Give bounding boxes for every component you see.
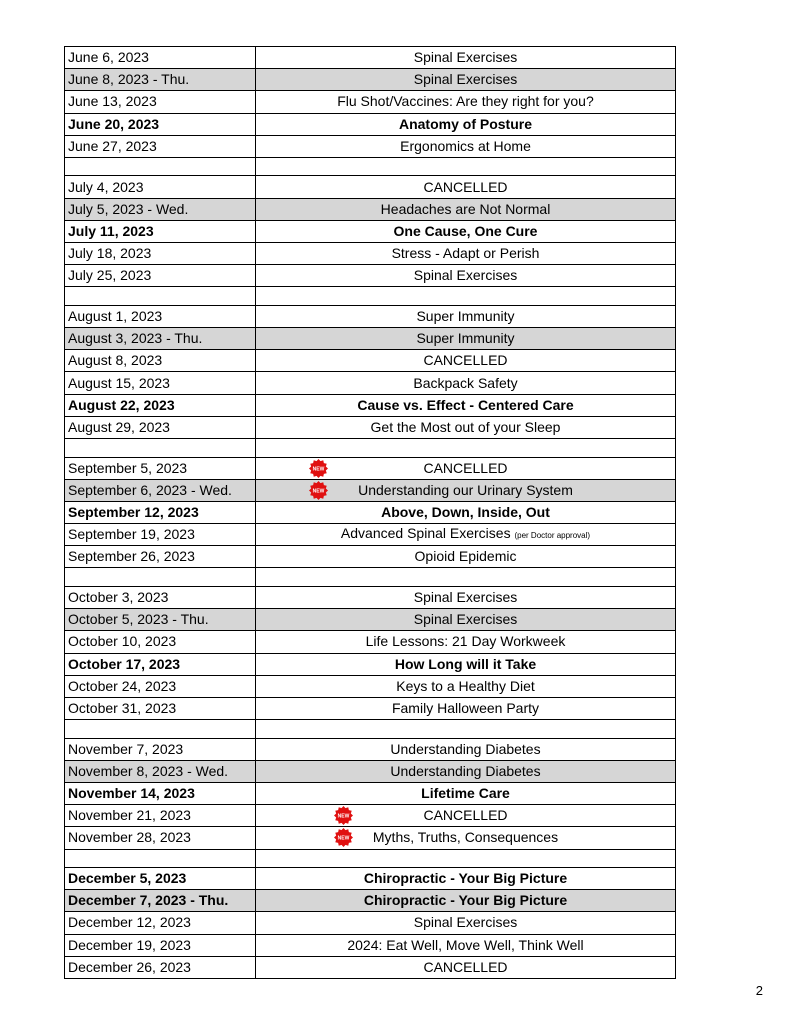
empty-date-cell <box>65 720 256 739</box>
date-cell: June 8, 2023 - Thu. <box>65 69 256 91</box>
topic-text: Understanding Diabetes <box>390 740 541 757</box>
empty-date-cell <box>65 287 256 306</box>
topic-cell <box>256 372 676 394</box>
topic-text: One Cause, One Cure <box>393 222 538 239</box>
schedule-row <box>65 912 676 934</box>
schedule-row <box>65 265 676 287</box>
date-cell: September 26, 2023 <box>65 546 256 568</box>
spacer-row <box>65 157 676 176</box>
topic-text: Understanding Diabetes <box>390 762 541 779</box>
date-cell: October 10, 2023 <box>65 631 256 653</box>
schedule-row <box>65 934 676 956</box>
topic-text: Opioid Epidemic <box>414 548 517 565</box>
empty-date-cell <box>65 439 256 458</box>
topic-cell <box>256 827 676 849</box>
date-cell: November 28, 2023 <box>65 827 256 849</box>
schedule-body <box>65 47 676 979</box>
topic-cell <box>256 220 676 242</box>
empty-topic-cell <box>256 287 676 306</box>
topic-cell <box>256 697 676 719</box>
schedule-row <box>65 546 676 568</box>
topic-cell <box>256 198 676 220</box>
schedule-row <box>65 47 676 69</box>
topic-text: Flu Shot/Vaccines: Are they right for you? <box>337 93 594 110</box>
schedule-row <box>65 372 676 394</box>
date-cell: August 3, 2023 - Thu. <box>65 328 256 350</box>
topic-cell <box>256 176 676 198</box>
topic-cell <box>256 653 676 675</box>
spacer-row <box>65 287 676 306</box>
topic-cell <box>256 631 676 653</box>
date-cell: September 12, 2023 <box>65 501 256 523</box>
schedule-table <box>64 46 676 979</box>
topic-text: CANCELLED <box>423 807 508 824</box>
date-cell: November 14, 2023 <box>65 782 256 804</box>
topic-cell <box>256 546 676 568</box>
schedule-row <box>65 631 676 653</box>
topic-text: Get the Most out of your Sleep <box>370 418 561 435</box>
topic-text: Cause vs. Effect - Centered Care <box>357 396 574 413</box>
schedule-row <box>65 135 676 157</box>
topic-text: Super Immunity <box>416 307 515 324</box>
topic-cell <box>256 305 676 327</box>
topic-cell <box>256 524 676 546</box>
topic-cell <box>256 416 676 438</box>
topic-text: Super Immunity <box>416 330 515 347</box>
topic-text: Spinal Exercises <box>413 914 518 931</box>
schedule-row <box>65 220 676 242</box>
date-cell: October 17, 2023 <box>65 653 256 675</box>
date-cell: November 8, 2023 - Wed. <box>65 760 256 782</box>
date-cell: December 19, 2023 <box>65 934 256 956</box>
spacer-row <box>65 568 676 587</box>
date-cell: July 25, 2023 <box>65 265 256 287</box>
spacer-row <box>65 439 676 458</box>
empty-date-cell <box>65 849 256 868</box>
topic-cell <box>256 69 676 91</box>
topic-text: Myths, Truths, Consequences <box>372 829 559 846</box>
topic-cell <box>256 265 676 287</box>
schedule-row <box>65 394 676 416</box>
date-cell: October 3, 2023 <box>65 586 256 608</box>
topic-cell <box>256 782 676 804</box>
topic-text: Ergonomics at Home <box>400 137 531 154</box>
schedule-row <box>65 738 676 760</box>
new-badge-icon <box>309 481 328 500</box>
topic-cell <box>256 934 676 956</box>
topic-text: Chiropractic - Your Big Picture <box>363 892 568 909</box>
date-cell: September 5, 2023 <box>65 457 256 479</box>
spacer-row <box>65 720 676 739</box>
topic-cell <box>256 738 676 760</box>
topic-note: (per Doctor approval) <box>514 531 591 541</box>
date-cell: October 5, 2023 - Thu. <box>65 609 256 631</box>
schedule-row <box>65 198 676 220</box>
topic-cell <box>256 350 676 372</box>
empty-topic-cell <box>256 568 676 587</box>
topic-cell <box>256 479 676 501</box>
schedule-row <box>65 805 676 827</box>
topic-cell <box>256 675 676 697</box>
topic-text: Advanced Spinal Exercises <box>340 525 511 542</box>
date-cell: December 7, 2023 - Thu. <box>65 890 256 912</box>
schedule-row <box>65 868 676 890</box>
topic-cell <box>256 113 676 135</box>
topic-cell <box>256 805 676 827</box>
topic-text: Spinal Exercises <box>413 611 518 628</box>
topic-cell <box>256 135 676 157</box>
topic-cell <box>256 243 676 265</box>
topic-cell <box>256 956 676 978</box>
topic-cell <box>256 501 676 523</box>
date-cell: November 7, 2023 <box>65 738 256 760</box>
schedule-row <box>65 956 676 978</box>
page-number: 2 <box>755 983 763 998</box>
topic-text: Understanding our Urinary System <box>358 481 573 498</box>
schedule-row <box>65 69 676 91</box>
schedule-row <box>65 328 676 350</box>
schedule-row <box>65 890 676 912</box>
topic-cell <box>256 912 676 934</box>
schedule-row <box>65 416 676 438</box>
date-cell: December 26, 2023 <box>65 956 256 978</box>
date-cell: August 15, 2023 <box>65 372 256 394</box>
new-badge-icon <box>334 828 353 847</box>
topic-text: CANCELLED <box>423 459 508 476</box>
topic-text: CANCELLED <box>423 352 508 369</box>
date-cell: July 18, 2023 <box>65 243 256 265</box>
date-cell: August 1, 2023 <box>65 305 256 327</box>
topic-cell <box>256 586 676 608</box>
date-cell: August 8, 2023 <box>65 350 256 372</box>
schedule-row <box>65 457 676 479</box>
topic-cell <box>256 394 676 416</box>
date-cell: August 29, 2023 <box>65 416 256 438</box>
date-cell: December 5, 2023 <box>65 868 256 890</box>
topic-cell <box>256 868 676 890</box>
new-badge-label: NEW <box>337 835 350 842</box>
schedule-row <box>65 697 676 719</box>
schedule-row <box>65 653 676 675</box>
date-cell: June 6, 2023 <box>65 47 256 69</box>
schedule-row <box>65 609 676 631</box>
schedule-row <box>65 501 676 523</box>
schedule-row <box>65 827 676 849</box>
topic-text: Lifetime Care <box>421 785 510 802</box>
date-cell: June 13, 2023 <box>65 91 256 113</box>
topic-text: Life Lessons: 21 Day Workweek <box>365 633 566 650</box>
new-badge-label: NEW <box>337 813 350 820</box>
topic-text: Spinal Exercises <box>413 589 518 606</box>
topic-text: Keys to a Healthy Diet <box>396 677 535 694</box>
topic-text: Spinal Exercises <box>413 49 518 66</box>
schedule-row <box>65 350 676 372</box>
schedule-row <box>65 586 676 608</box>
date-cell: August 22, 2023 <box>65 394 256 416</box>
topic-cell <box>256 328 676 350</box>
empty-topic-cell <box>256 720 676 739</box>
topic-cell <box>256 890 676 912</box>
schedule-row <box>65 243 676 265</box>
topic-cell <box>256 47 676 69</box>
new-badge-icon <box>334 806 353 825</box>
topic-text: Chiropractic - Your Big Picture <box>363 870 568 887</box>
spacer-row <box>65 849 676 868</box>
empty-topic-cell <box>256 157 676 176</box>
topic-text: Family Halloween Party <box>391 699 540 716</box>
date-cell: July 11, 2023 <box>65 220 256 242</box>
schedule-row <box>65 760 676 782</box>
schedule-row <box>65 305 676 327</box>
date-cell: September 19, 2023 <box>65 524 256 546</box>
topic-text: CANCELLED <box>423 178 508 195</box>
date-cell: July 4, 2023 <box>65 176 256 198</box>
topic-text: CANCELLED <box>423 958 508 975</box>
topic-text: Stress - Adapt or Perish <box>391 245 540 262</box>
schedule-row <box>65 113 676 135</box>
date-cell: December 12, 2023 <box>65 912 256 934</box>
schedule-row <box>65 176 676 198</box>
topic-text: 2024: Eat Well, Move Well, Think Well <box>347 936 584 953</box>
new-badge-label: NEW <box>312 465 325 472</box>
new-badge-label: NEW <box>312 488 325 495</box>
empty-topic-cell <box>256 439 676 458</box>
date-cell: October 24, 2023 <box>65 675 256 697</box>
schedule-row <box>65 675 676 697</box>
schedule-row <box>65 479 676 501</box>
topic-text: Backpack Safety <box>413 374 518 391</box>
schedule-row <box>65 782 676 804</box>
date-cell: November 21, 2023 <box>65 805 256 827</box>
topic-cell <box>256 457 676 479</box>
date-cell: October 31, 2023 <box>65 697 256 719</box>
topic-text: Spinal Exercises <box>413 71 518 88</box>
topic-text: Headaches are Not Normal <box>380 200 551 217</box>
empty-topic-cell <box>256 849 676 868</box>
new-badge-icon <box>309 459 328 478</box>
date-cell: September 6, 2023 - Wed. <box>65 479 256 501</box>
topic-text: Above, Down, Inside, Out <box>381 503 550 520</box>
topic-text: Anatomy of Posture <box>398 115 532 132</box>
topic-cell <box>256 91 676 113</box>
schedule-row <box>65 524 676 546</box>
topic-text: Spinal Exercises <box>413 267 518 284</box>
topic-cell <box>256 609 676 631</box>
topic-text: How Long will it Take <box>394 655 537 672</box>
schedule-row <box>65 91 676 113</box>
empty-date-cell <box>65 157 256 176</box>
empty-date-cell <box>65 568 256 587</box>
date-cell: June 20, 2023 <box>65 113 256 135</box>
date-cell: July 5, 2023 - Wed. <box>65 198 256 220</box>
date-cell: June 27, 2023 <box>65 135 256 157</box>
topic-cell <box>256 760 676 782</box>
